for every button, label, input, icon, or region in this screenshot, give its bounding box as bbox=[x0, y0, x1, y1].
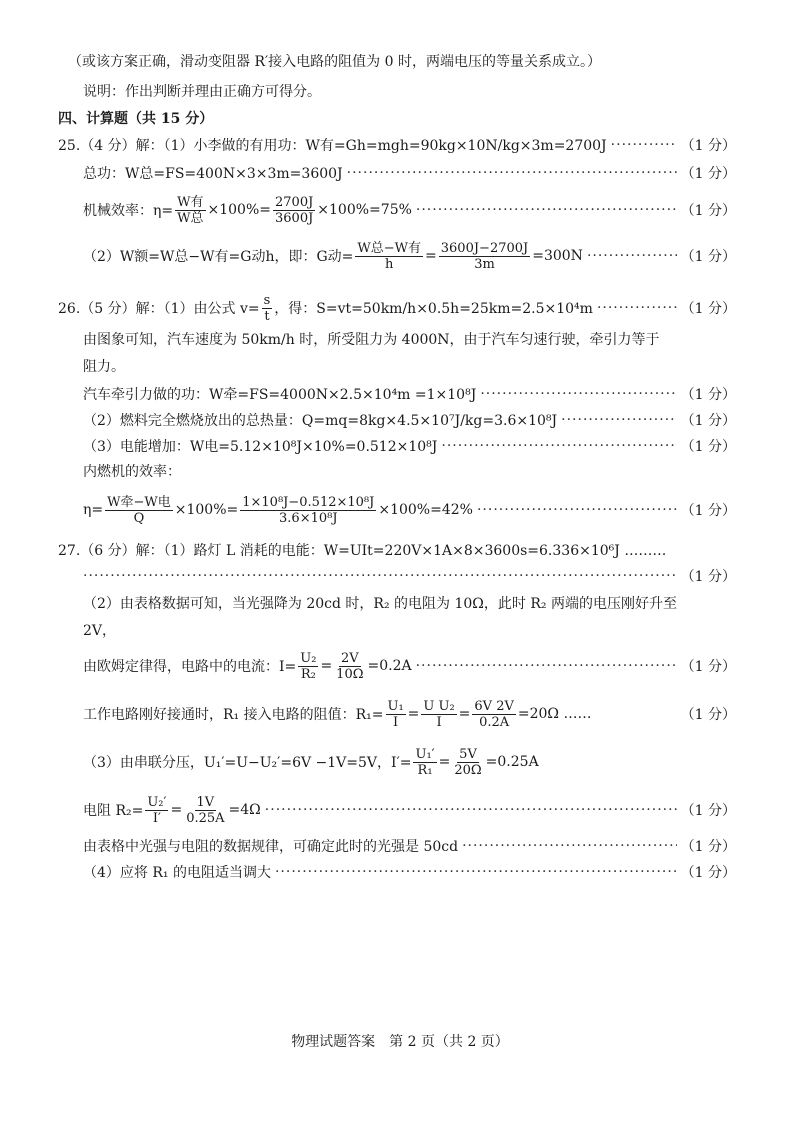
fraction bbox=[145, 795, 168, 826]
fraction bbox=[439, 241, 530, 272]
fraction-denominator: Q bbox=[133, 510, 145, 526]
q25-pulley-weight bbox=[83, 236, 736, 276]
q25-efficiency bbox=[83, 190, 736, 230]
fraction-numerator: U₁′ bbox=[415, 746, 435, 762]
q25-efficiency-pre: 机械效率：η= bbox=[83, 203, 174, 219]
fraction bbox=[452, 747, 483, 778]
q26-distance bbox=[58, 288, 736, 328]
q26-engine-efficiency bbox=[83, 490, 736, 530]
q27-adjust-r1-text: （4）应将 R₁ 的电阻适当调大 bbox=[83, 865, 271, 881]
q27-r2-pre: 电阻 R₂= bbox=[83, 803, 144, 819]
q26-electric-energy-text: （3）电能增加：W电=5.12×10⁸J×10%=0.512×10⁸J bbox=[83, 439, 438, 455]
fraction bbox=[386, 699, 406, 730]
leader-dots bbox=[462, 838, 677, 854]
fraction-numerator: 3600J−2700J bbox=[440, 240, 529, 256]
q27-r1-resistance bbox=[83, 694, 736, 734]
q27-series-division bbox=[83, 742, 736, 782]
fraction-denominator: R₁ bbox=[417, 762, 433, 778]
q27-current-post: =0.2A bbox=[367, 658, 412, 674]
fraction bbox=[175, 195, 205, 226]
fraction bbox=[262, 293, 273, 324]
score-label: （1 分） bbox=[680, 301, 736, 317]
score-label: （1 分） bbox=[680, 413, 736, 429]
q27-r1-post: =20Ω …… bbox=[517, 706, 592, 722]
fraction bbox=[105, 495, 173, 526]
q26-efficiency-post: ×100%=42% bbox=[378, 502, 473, 518]
q27-current-pre: 由欧姆定律得，电路中的电流：I= bbox=[83, 659, 297, 675]
fraction-numerator: 5V bbox=[459, 746, 477, 762]
q25-pulley-mid: = bbox=[425, 248, 437, 264]
leader-dots bbox=[265, 802, 677, 818]
fraction-numerator: 6V 2V bbox=[474, 698, 514, 714]
fraction-denominator: 10Ω bbox=[336, 666, 364, 682]
fraction-numerator: U U₂ bbox=[423, 698, 455, 714]
q25-total-work bbox=[83, 163, 736, 183]
q27-current bbox=[83, 646, 736, 686]
fraction bbox=[184, 795, 226, 826]
q27-table-note-1: （2）由表格数据可知，当光强降为 20cd 时，R₂ 的电阻为 10Ω，此时 R₂ 两端的电压刚好升至 bbox=[83, 596, 677, 612]
score-label: （1 分） bbox=[680, 203, 736, 219]
q27-r2-post: =4Ω bbox=[228, 802, 261, 818]
q27-lamp-energy-cont bbox=[83, 566, 736, 586]
q26-graph-note-1: 由图象可知，汽车速度为 50km/h 时，所受阻力为 4000N，由于汽车匀速行驶，牵引力等于 bbox=[83, 332, 660, 348]
q27-r1-mid1: = bbox=[407, 706, 420, 722]
q26-distance-pre: 26.（5 分）解：（1）由公式 v= bbox=[58, 301, 260, 317]
q26-traction-work-text: 汽车牵引力做的功：W牵=FS=4000N×2.5×10⁴m =1×10⁸J bbox=[83, 387, 477, 403]
fraction-numerator: 1×10⁸J−0.512×10⁸J bbox=[242, 494, 375, 510]
fraction bbox=[334, 651, 365, 682]
q26-electric-energy bbox=[83, 436, 736, 456]
section-heading: 四、计算题（共 15 分） bbox=[58, 111, 214, 127]
fraction-denominator: I′ bbox=[152, 810, 161, 826]
q25-total-work-text: 总功：W总=FS=400N×3×3m=3600J bbox=[83, 166, 343, 182]
fraction bbox=[298, 651, 318, 682]
fraction bbox=[472, 699, 515, 730]
fraction-denominator: 0.2A bbox=[479, 714, 510, 730]
fraction-denominator: 3600J bbox=[275, 210, 314, 226]
score-label: （1 分） bbox=[680, 138, 736, 154]
score-label: （1 分） bbox=[680, 707, 736, 723]
score-label: （1 分） bbox=[680, 803, 736, 819]
score-label: （1 分） bbox=[680, 387, 736, 403]
q26-traction-work bbox=[83, 384, 736, 404]
q25-efficiency-post: ×100%=75% bbox=[317, 202, 412, 218]
fraction-numerator: W总−W有 bbox=[357, 240, 422, 256]
q27-current-mid: = bbox=[320, 658, 333, 674]
fraction-denominator: I bbox=[393, 714, 399, 730]
page-footer: 物理试题答案 第 2 页（共 2 页） bbox=[291, 1034, 509, 1050]
q25-pulley-pre: （2）W额=W总−W有=G动h，即：G动= bbox=[83, 249, 354, 265]
fraction-numerator: 1V bbox=[196, 794, 215, 810]
leader-dots bbox=[416, 202, 677, 218]
q25-useful-work bbox=[58, 135, 736, 155]
q25-useful-work-text: 25.（4 分）解：（1）小李做的有用功：W有=Gh=mgh=90kg×10N/kg×3m=2700J bbox=[58, 138, 607, 154]
score-label: （1 分） bbox=[680, 249, 736, 265]
intro-line-2: 说明：作出判断并理由正确方可得分。 bbox=[83, 84, 321, 100]
fraction-numerator: 2700J bbox=[275, 194, 314, 210]
q27-r2-mid: = bbox=[170, 802, 183, 818]
fraction-denominator: t bbox=[264, 308, 270, 324]
fraction-numerator: 2V bbox=[341, 650, 359, 666]
q27-light-intensity bbox=[83, 836, 736, 856]
fraction-denominator: I bbox=[436, 714, 442, 730]
leader-dots bbox=[275, 864, 677, 880]
fraction-denominator: 0.25A bbox=[186, 810, 225, 826]
score-label: （1 分） bbox=[680, 865, 736, 881]
q27-r1-mid2: = bbox=[458, 706, 471, 722]
fraction-denominator: 3m bbox=[474, 256, 495, 272]
q27-light-intensity-text: 由表格中光强与电阻的数据规律，可确定此时的光强是 50cd bbox=[83, 839, 459, 855]
q26-efficiency-mid: ×100%= bbox=[174, 502, 239, 518]
fraction-numerator: U₁ bbox=[387, 698, 404, 714]
score-label: （1 分） bbox=[680, 439, 736, 455]
fraction-denominator: 3.6×10⁸J bbox=[279, 510, 338, 526]
fraction bbox=[355, 241, 423, 272]
q26-distance-post: ，得：S=vt=50km/h×0.5h=25km=2.5×10⁴m bbox=[274, 301, 593, 317]
fraction-numerator: W有 bbox=[177, 194, 204, 210]
fraction-numerator: s bbox=[263, 292, 271, 308]
fraction-denominator: R₂ bbox=[300, 666, 316, 682]
fraction-denominator: h bbox=[385, 256, 394, 272]
q27-r2-resistance bbox=[83, 790, 736, 830]
q27-adjust-r1 bbox=[83, 862, 736, 882]
score-label: （1 分） bbox=[680, 503, 736, 519]
intro-line-1: （或该方案正确，滑动变阻器 R′接入电路的阻值为 0 时，两端电压的等量关系成立。） bbox=[68, 54, 601, 70]
q26-efficiency-pre: η= bbox=[83, 502, 104, 518]
fraction bbox=[413, 747, 436, 778]
leader-dots bbox=[480, 386, 676, 402]
score-label: （1 分） bbox=[680, 659, 736, 675]
leader-dots bbox=[347, 165, 677, 181]
leader-dots bbox=[477, 502, 677, 518]
q27-table-note-2: 2V， bbox=[83, 623, 117, 639]
q27-r1-pre: 工作电路刚好接通时，R₁ 接入电路的阻值：R₁= bbox=[83, 707, 384, 723]
score-label: （1 分） bbox=[680, 166, 736, 182]
q26-engine-efficiency-label: 内燃机的效率： bbox=[83, 464, 181, 480]
leader-dots bbox=[611, 137, 677, 153]
q26-graph-note-2: 阻力。 bbox=[83, 359, 125, 375]
fraction bbox=[273, 195, 315, 226]
fraction-numerator: W牵−W电 bbox=[107, 494, 171, 510]
leader-dots bbox=[441, 438, 676, 454]
leader-dots bbox=[561, 412, 677, 428]
fraction-denominator: W总 bbox=[177, 210, 204, 226]
leader-dots bbox=[587, 248, 677, 264]
score-label: （1 分） bbox=[680, 569, 736, 585]
leader-dots bbox=[597, 300, 677, 316]
fraction bbox=[240, 495, 376, 526]
fraction-numerator: U₂ bbox=[300, 650, 317, 666]
q27-series-pre: （3）由串联分压，U₁′=U−U₂′=6V −1V=5V，I′= bbox=[83, 755, 412, 771]
q26-total-heat-text: （2）燃料完全燃烧放出的总热量：Q=mq=8kg×4.5×10⁷J/kg=3.6×10⁸J bbox=[83, 413, 558, 429]
score-label: （1 分） bbox=[680, 839, 736, 855]
q25-pulley-post: =300N bbox=[532, 248, 583, 264]
fraction-numerator: U₂′ bbox=[147, 794, 167, 810]
q27-series-mid: = bbox=[438, 754, 451, 770]
q27-lamp-energy: 27.（6 分）解：（1）路灯 L 消耗的电能：W=UIt=220V×1A×8×3600s=6.336×10⁶J ……… bbox=[58, 543, 667, 559]
q25-efficiency-mid: ×100%= bbox=[207, 202, 271, 218]
fraction-denominator: 20Ω bbox=[454, 762, 482, 778]
leader-dots bbox=[416, 658, 677, 674]
q27-series-post: =0.25A bbox=[485, 754, 539, 770]
leader-dots bbox=[83, 568, 677, 584]
fraction bbox=[421, 699, 456, 730]
q26-total-heat bbox=[83, 410, 736, 430]
